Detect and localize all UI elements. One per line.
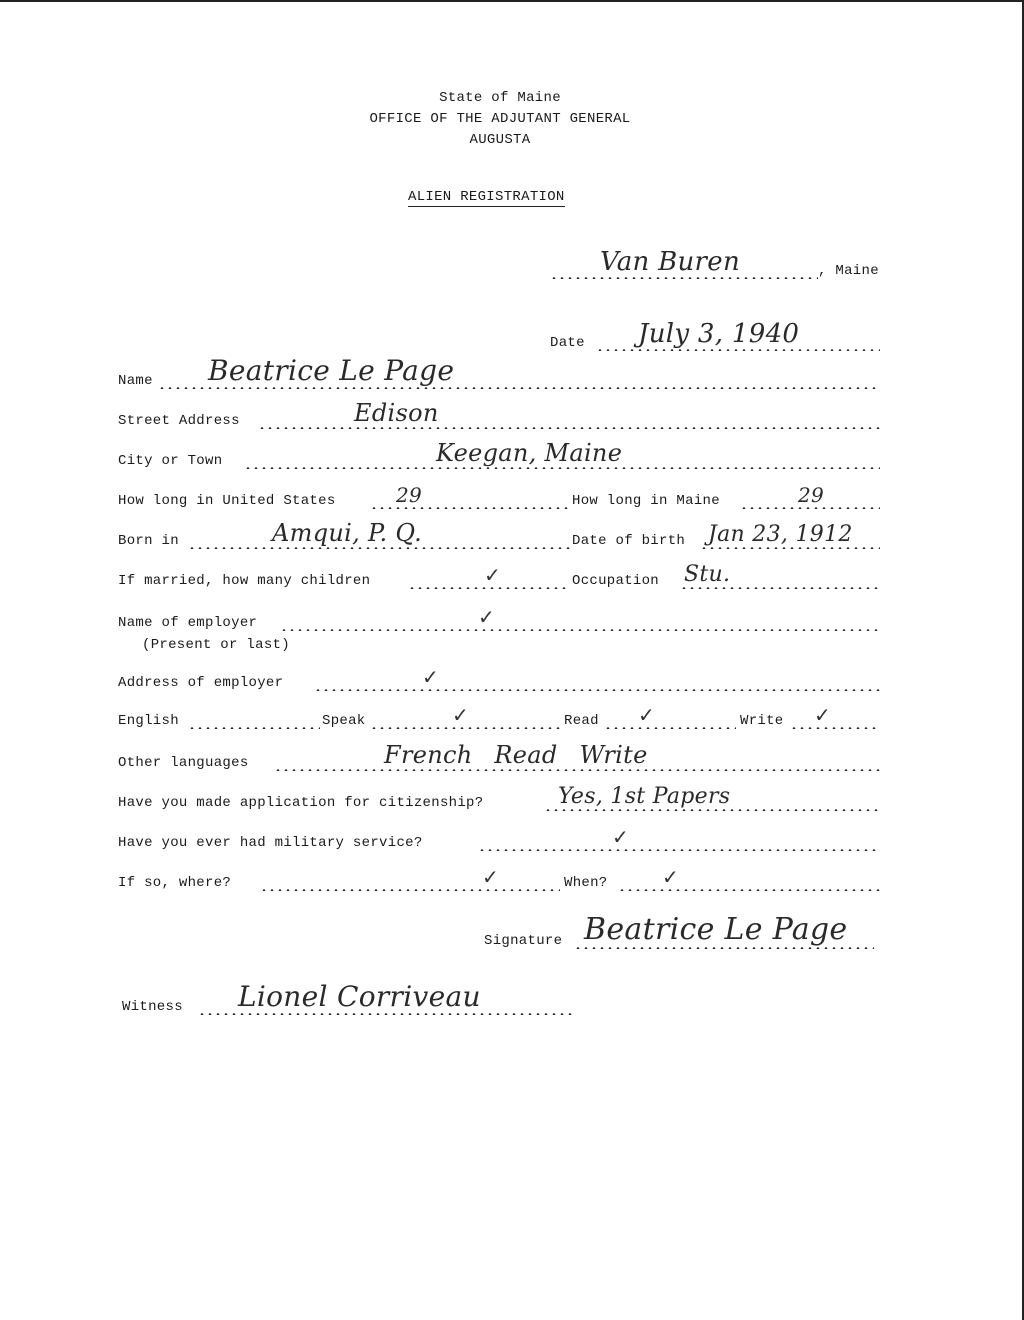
citizenship-value: Yes, 1st Papers xyxy=(558,784,731,809)
header-state: State of Maine xyxy=(439,90,561,106)
field-english xyxy=(118,703,888,732)
field-city-or-town xyxy=(118,439,888,472)
field-employer-address xyxy=(118,665,888,694)
where-label: If so, where? xyxy=(118,875,232,891)
date-line xyxy=(550,319,890,354)
english-read-label: Read xyxy=(564,713,599,729)
when-label: When? xyxy=(564,875,608,891)
scan-edge-top xyxy=(0,0,1024,2)
date-of-birth-value: Jan 23, 1912 xyxy=(708,522,853,547)
born-in-value: Amqui, P. Q. xyxy=(272,519,423,547)
header-city: AUGUSTA xyxy=(469,132,531,148)
field-born xyxy=(118,519,888,552)
date-label: Date xyxy=(550,335,585,351)
document-title: ALIEN REGISTRATION xyxy=(408,189,565,205)
document-header xyxy=(0,88,1000,151)
how-long-us-label: How long in United States xyxy=(118,493,336,509)
military-label: Have you ever had military service? xyxy=(118,835,423,851)
citizenship-label: Have you made application for citizenship? xyxy=(118,795,484,811)
where-check: ✓ xyxy=(482,865,500,889)
children-label: If married, how many children xyxy=(118,573,371,589)
witness-value: Lionel Corriveau xyxy=(238,980,481,1013)
born-in-label: Born in xyxy=(118,533,179,549)
field-where-when xyxy=(118,865,888,894)
english-speak-check: ✓ xyxy=(452,703,470,727)
other-languages-label: Other languages xyxy=(118,755,249,771)
location-line xyxy=(550,247,890,282)
english-read-check: ✓ xyxy=(638,703,656,727)
signature-line xyxy=(484,912,954,952)
employer-label: Name of employer xyxy=(118,615,258,631)
witness-label: Witness xyxy=(122,999,183,1015)
location-town: Van Buren xyxy=(600,247,741,277)
header-office: OFFICE OF THE ADJUTANT GENERAL xyxy=(369,111,631,127)
date-of-birth-label: Date of birth xyxy=(572,533,686,549)
when-check: ✓ xyxy=(662,865,680,889)
how-long-maine-value: 29 xyxy=(798,483,825,507)
field-other-languages xyxy=(118,741,888,774)
occupation-label: Occupation xyxy=(572,573,660,589)
military-check: ✓ xyxy=(612,825,630,849)
signature-label: Signature xyxy=(484,933,563,949)
name-value: Beatrice Le Page xyxy=(208,354,455,387)
english-write-label: Write xyxy=(740,713,784,729)
name-label: Name xyxy=(118,373,153,389)
employer-address-label: Address of employer xyxy=(118,675,284,691)
employer-check: ✓ xyxy=(478,605,496,629)
employer-address-check: ✓ xyxy=(422,665,440,689)
field-children-occupation xyxy=(118,562,888,592)
street-address-label: Street Address xyxy=(118,413,240,429)
street-address-value: Edison xyxy=(354,399,439,427)
how-long-maine-label: How long in Maine xyxy=(572,493,720,509)
other-languages-value: French Read Write xyxy=(384,741,648,769)
field-citizenship xyxy=(118,784,888,814)
occupation-value: Stu. xyxy=(684,562,731,587)
witness-line xyxy=(122,980,582,1018)
employer-sublabel-line xyxy=(142,632,442,656)
children-check: ✓ xyxy=(484,563,502,587)
employer-sublabel: (Present or last) xyxy=(142,637,290,653)
field-name xyxy=(118,354,888,392)
field-military xyxy=(118,825,888,854)
city-or-town-label: City or Town xyxy=(118,453,223,469)
location-state-label: , Maine xyxy=(818,263,879,279)
field-how-long xyxy=(118,483,888,512)
signature-value: Beatrice Le Page xyxy=(584,912,848,947)
date-value: July 3, 1940 xyxy=(638,319,800,349)
english-write-check: ✓ xyxy=(814,703,832,727)
field-employer xyxy=(118,605,888,634)
how-long-us-value: 29 xyxy=(396,483,423,507)
field-street-address xyxy=(118,399,888,432)
english-label: English xyxy=(118,713,179,729)
city-or-town-value: Keegan, Maine xyxy=(436,439,623,467)
english-speak-label: Speak xyxy=(322,713,366,729)
